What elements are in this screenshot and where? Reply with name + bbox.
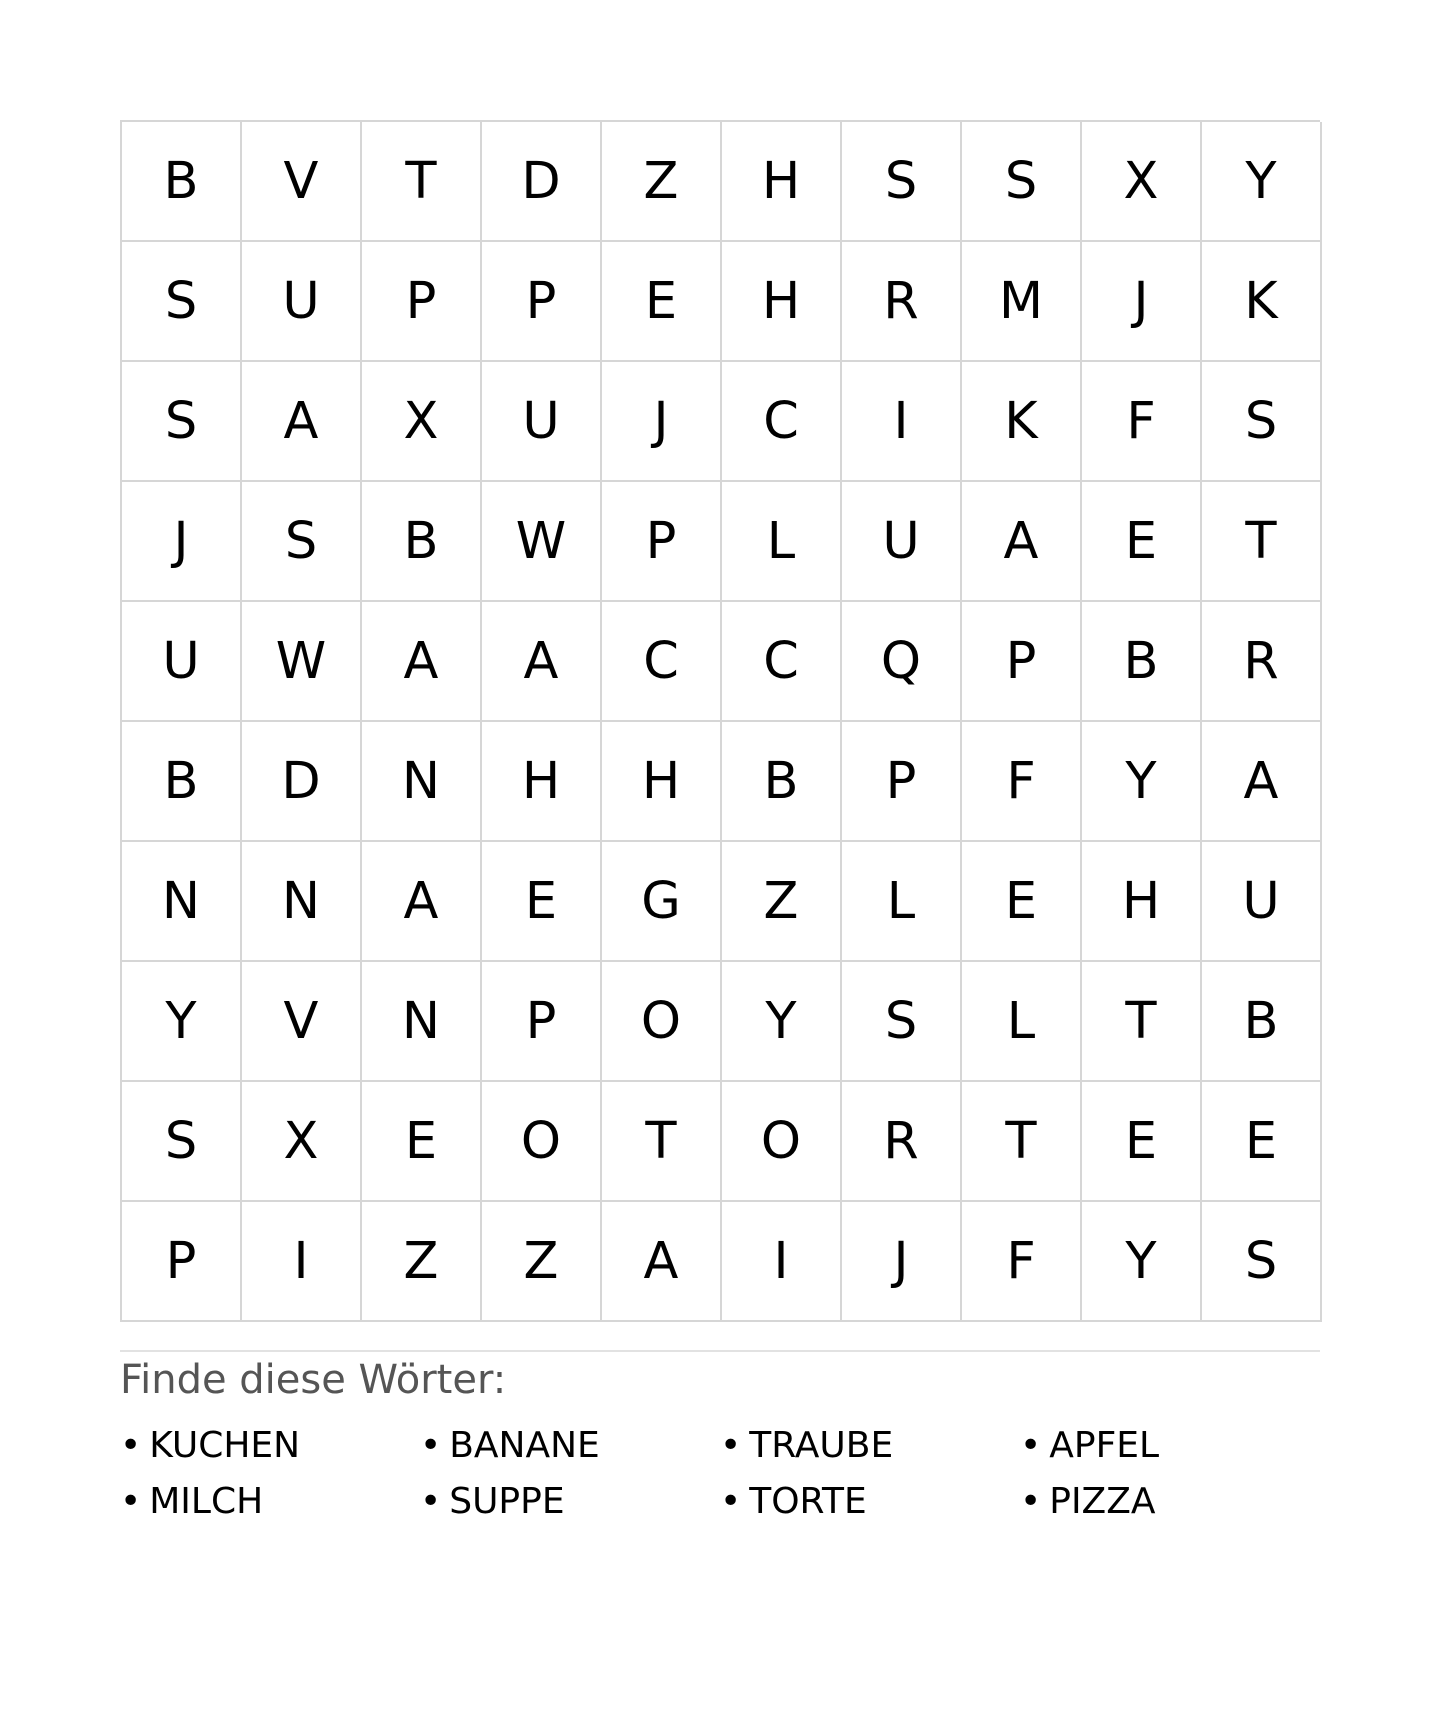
grid-cell[interactable]: B — [362, 482, 482, 602]
grid-cell[interactable]: F — [1082, 362, 1202, 482]
word-list-item — [120, 1418, 420, 1474]
grid-cell[interactable]: S — [122, 362, 242, 482]
grid-cell[interactable]: V — [242, 122, 362, 242]
word-label: PIZZA — [1049, 1481, 1156, 1522]
grid-cell[interactable]: S — [122, 1082, 242, 1202]
grid-cell[interactable]: E — [602, 242, 722, 362]
grid-cell[interactable]: W — [242, 602, 362, 722]
grid-cell[interactable]: H — [1082, 842, 1202, 962]
grid-cell[interactable]: T — [602, 1082, 722, 1202]
grid-cell[interactable]: F — [962, 722, 1082, 842]
grid-cell[interactable]: M — [962, 242, 1082, 362]
grid-cell[interactable]: H — [722, 122, 842, 242]
grid-cell[interactable]: B — [722, 722, 842, 842]
grid-cell[interactable]: I — [242, 1202, 362, 1322]
grid-cell[interactable]: B — [122, 122, 242, 242]
grid-cell[interactable]: J — [1082, 242, 1202, 362]
grid-cell[interactable]: B — [1082, 602, 1202, 722]
bullet-icon: • — [120, 1481, 142, 1522]
word-label: BANANE — [449, 1425, 600, 1466]
word-list-heading: Finde diese Wörter: — [120, 1357, 507, 1403]
grid-cell[interactable]: O — [482, 1082, 602, 1202]
grid-cell[interactable]: K — [1202, 242, 1322, 362]
grid-cell[interactable]: T — [362, 122, 482, 242]
grid-cell[interactable]: H — [722, 242, 842, 362]
bullet-icon: • — [1020, 1481, 1042, 1522]
grid-cell[interactable]: L — [722, 482, 842, 602]
bullet-icon: • — [720, 1481, 742, 1522]
grid-cell[interactable]: C — [722, 362, 842, 482]
grid-cell[interactable]: P — [122, 1202, 242, 1322]
word-list-item — [1020, 1474, 1320, 1530]
word-list-item — [120, 1474, 420, 1530]
grid-cell[interactable]: N — [362, 722, 482, 842]
grid-cell[interactable]: P — [962, 602, 1082, 722]
grid-cell[interactable]: E — [1082, 1082, 1202, 1202]
grid-cell[interactable]: X — [1082, 122, 1202, 242]
grid-cell[interactable]: J — [122, 482, 242, 602]
grid-cell[interactable]: S — [1202, 362, 1322, 482]
grid-cell[interactable]: S — [842, 962, 962, 1082]
grid-cell[interactable]: J — [842, 1202, 962, 1322]
grid-cell[interactable]: J — [602, 362, 722, 482]
grid-cell[interactable]: I — [842, 362, 962, 482]
word-list-item — [720, 1474, 1020, 1530]
word-list-item — [720, 1418, 1020, 1474]
grid-cell[interactable]: R — [1202, 602, 1322, 722]
grid-cell[interactable]: V — [242, 962, 362, 1082]
bullet-icon: • — [420, 1481, 442, 1522]
grid-cell[interactable]: P — [482, 962, 602, 1082]
grid-cell[interactable]: A — [1202, 722, 1322, 842]
grid-cell[interactable]: T — [962, 1082, 1082, 1202]
grid-cell[interactable]: W — [482, 482, 602, 602]
grid-cell[interactable]: A — [362, 842, 482, 962]
grid-cell[interactable]: P — [482, 242, 602, 362]
bullet-icon: • — [420, 1425, 442, 1466]
grid-cell[interactable]: C — [722, 602, 842, 722]
grid-cell[interactable]: Z — [362, 1202, 482, 1322]
grid-cell[interactable]: A — [242, 362, 362, 482]
grid-cell[interactable]: Y — [1082, 1202, 1202, 1322]
grid-cell[interactable]: E — [962, 842, 1082, 962]
word-label: MILCH — [149, 1481, 264, 1522]
grid-cell[interactable]: S — [122, 242, 242, 362]
grid-cell[interactable]: P — [602, 482, 722, 602]
grid-cell[interactable]: A — [602, 1202, 722, 1322]
grid-cell[interactable]: L — [962, 962, 1082, 1082]
grid-cell[interactable]: Z — [602, 122, 722, 242]
grid-cell[interactable]: B — [122, 722, 242, 842]
grid-cell[interactable]: C — [602, 602, 722, 722]
grid-cell[interactable]: A — [962, 482, 1082, 602]
word-label: APFEL — [1049, 1425, 1160, 1466]
grid-cell[interactable]: E — [1202, 1082, 1322, 1202]
grid-cell[interactable]: H — [602, 722, 722, 842]
word-label: TORTE — [749, 1481, 867, 1522]
grid-cell[interactable]: Y — [1082, 722, 1202, 842]
grid-cell[interactable]: R — [842, 1082, 962, 1202]
grid-cell[interactable]: T — [1082, 962, 1202, 1082]
divider — [120, 1350, 1320, 1352]
grid-cell[interactable]: X — [362, 362, 482, 482]
grid-cell[interactable]: P — [842, 722, 962, 842]
grid-cell[interactable]: I — [722, 1202, 842, 1322]
bullet-icon: • — [1020, 1425, 1042, 1466]
grid-cell[interactable]: D — [242, 722, 362, 842]
grid-cell[interactable]: Y — [722, 962, 842, 1082]
grid-cell[interactable]: X — [242, 1082, 362, 1202]
bullet-icon: • — [120, 1425, 142, 1466]
grid-cell[interactable]: D — [482, 122, 602, 242]
word-search-puzzle — [120, 120, 1320, 1530]
grid-cell[interactable]: U — [242, 242, 362, 362]
word-label: KUCHEN — [149, 1425, 301, 1466]
word-list-item — [420, 1474, 720, 1530]
grid-cell[interactable]: Z — [722, 842, 842, 962]
grid-cell[interactable]: O — [722, 1082, 842, 1202]
grid-cell[interactable]: E — [1082, 482, 1202, 602]
grid-cell[interactable]: S — [962, 122, 1082, 242]
grid-cell[interactable]: H — [482, 722, 602, 842]
grid-cell[interactable]: U — [122, 602, 242, 722]
grid-cell[interactable]: S — [1202, 1202, 1322, 1322]
grid-cell[interactable]: B — [1202, 962, 1322, 1082]
word-list-item — [1020, 1418, 1320, 1474]
grid-cell[interactable]: Q — [842, 602, 962, 722]
grid-cell[interactable]: Z — [482, 1202, 602, 1322]
grid-cell[interactable]: O — [602, 962, 722, 1082]
grid-cell[interactable]: Y — [1202, 122, 1322, 242]
grid-cell[interactable]: U — [482, 362, 602, 482]
grid-cell[interactable]: F — [962, 1202, 1082, 1322]
grid-cell[interactable]: K — [962, 362, 1082, 482]
grid-cell[interactable]: P — [362, 242, 482, 362]
bullet-icon: • — [720, 1425, 742, 1466]
grid-cell[interactable]: S — [242, 482, 362, 602]
grid-cell[interactable]: N — [122, 842, 242, 962]
grid-cell[interactable]: U — [842, 482, 962, 602]
grid-cell[interactable]: E — [362, 1082, 482, 1202]
grid-cell[interactable]: S — [842, 122, 962, 242]
grid-cell[interactable]: L — [842, 842, 962, 962]
word-label: TRAUBE — [749, 1425, 894, 1466]
grid-cell[interactable]: A — [362, 602, 482, 722]
word-list-item — [420, 1418, 720, 1474]
grid-cell[interactable]: Y — [122, 962, 242, 1082]
grid-cell[interactable]: G — [602, 842, 722, 962]
grid-cell[interactable]: N — [362, 962, 482, 1082]
grid-cell[interactable]: T — [1202, 482, 1322, 602]
word-label: SUPPE — [449, 1481, 565, 1522]
grid-cell[interactable]: R — [842, 242, 962, 362]
grid-cell[interactable]: N — [242, 842, 362, 962]
grid-cell[interactable]: A — [482, 602, 602, 722]
grid-cell[interactable]: U — [1202, 842, 1322, 962]
letter-grid — [120, 120, 1320, 1322]
grid-cell[interactable]: E — [482, 842, 602, 962]
word-list — [120, 1418, 1320, 1530]
